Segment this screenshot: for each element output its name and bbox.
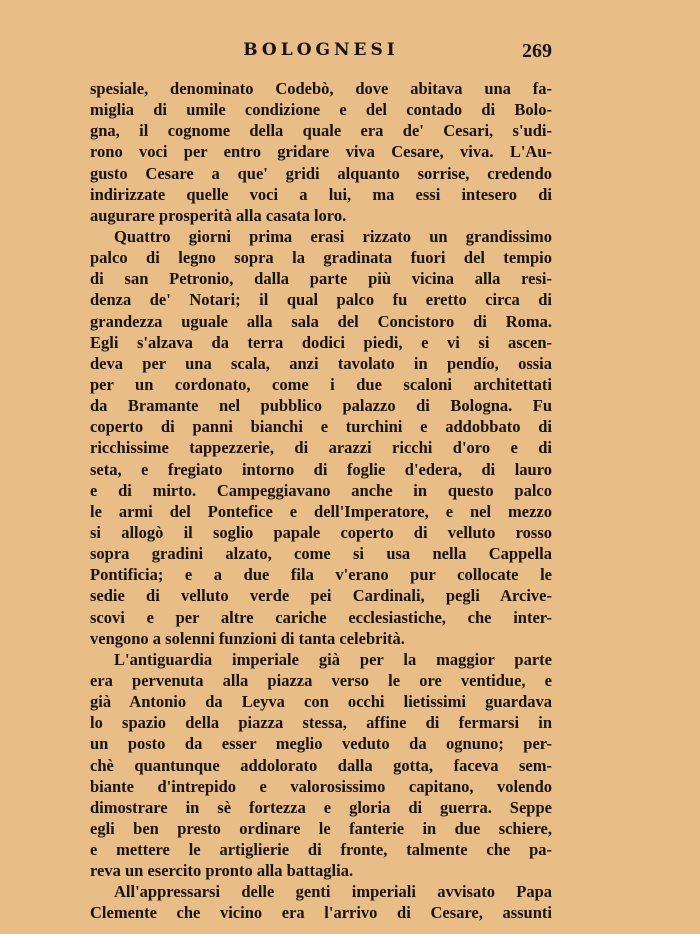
text-line: palco di legno sopra la gradinata fuori del tempio	[90, 248, 552, 268]
text-line: egli ben presto ordinare le fanterie in due schiere,	[90, 818, 552, 838]
page-number: 269	[522, 40, 552, 62]
text-line: seta, e fregiato intorno di foglie d'edera, di lauro	[90, 459, 552, 479]
text-line: Clemente che vicino era l'arrivo di Cesare, assunti	[90, 903, 552, 923]
text-line: un posto da esser meglio veduto da ognuno; per-	[90, 734, 552, 754]
text-line: gna, il cognome della quale era de' Cesari, s'udi-	[90, 121, 552, 141]
text-line: chè quantunque addolorato dalla gotta, faceva sem-	[90, 755, 552, 775]
text-line: gusto Cesare a que' gridi alquanto sorrise, credendo	[90, 163, 552, 183]
text-line: spesiale, denominato Codebò, dove abitava una fa-	[90, 79, 552, 98]
text-line: scovi e per altre cariche ecclesiastiche, che inter-	[90, 607, 552, 627]
text-line: L'antiguardia imperiale già per la maggior parte	[114, 649, 552, 669]
text-line: lo spazio della piazza stessa, affine di fermarsi in	[90, 713, 552, 733]
text-line: Quattro giorni prima erasi rizzato un grandissimo	[114, 226, 552, 246]
text-line: All'appressarsi delle genti imperiali avvisato Papa	[114, 882, 552, 902]
text-line: per un cordonato, come i due scaloni architettati	[90, 374, 552, 394]
text-line: indirizzate quelle voci a lui, ma essi intesero di	[90, 184, 552, 204]
text-line: dimostrare in sè fortezza e gloria di guerra. Seppe	[90, 797, 552, 817]
text-line: deva per una scala, anzi tavolato in pendío, ossia	[90, 353, 552, 373]
text-line: reva un esercito pronto alla battaglia.	[90, 861, 354, 881]
text-line: miglia di umile condizione e del contado di Bolo-	[90, 100, 552, 120]
text-line: coperto di panni bianchi e turchini e addobbato di	[90, 417, 552, 437]
text-line: sedie di velluto verde pei Cardinali, pegli Arcive-	[90, 586, 552, 606]
text-line: e di mirto. Campeggiavano anche in questo palco	[90, 480, 552, 500]
text-line: rono voci per entro gridare viva Cesare, viva. L'Au-	[90, 142, 552, 162]
page-header	[90, 40, 552, 66]
text-line: era pervenuta alla piazza verso le ore ventidue, e	[90, 670, 552, 690]
text-line: Egli s'alzava da terra dodici piedi, e vi si ascen-	[90, 332, 552, 352]
body-text	[90, 78, 552, 924]
text-line: augurare prosperità alla casata loro.	[90, 205, 347, 225]
running-head: BOLOGNESI	[243, 40, 399, 60]
text-line: denza de' Notari; il qual palco fu eretto circa di	[90, 290, 552, 310]
text-line: sopra gradini alzato, come si usa nella Cappella	[90, 544, 552, 564]
text-line: da Bramante nel pubblico palazzo di Bologna. Fu	[90, 396, 552, 416]
text-line: di san Petronio, dalla parte più vicina alla resi-	[90, 269, 552, 289]
text-line: grandezza uguale alla sala del Concistoro di Roma.	[90, 311, 552, 331]
text-line: già Antonio da Leyva con occhi lietissimi guardava	[90, 692, 552, 712]
text-line: ricchissime tappezzerie, di arazzi ricchi d'oro e di	[90, 438, 552, 458]
text-line: si allogò il soglio papale coperto di velluto rosso	[90, 522, 552, 542]
text-line: Pontificia; e a due fila v'erano pur collocate le	[90, 565, 552, 585]
text-line: le armi del Pontefice e dell'Imperatore, e nel mezzo	[90, 501, 552, 521]
text-line: biante d'intrepido e valorosissimo capitano, volendo	[90, 776, 552, 796]
text-line: e mettere le artiglierie di fronte, talmente che pa-	[90, 840, 552, 860]
text-line: vengono a solenni funzioni di tanta celebrità.	[90, 628, 405, 648]
